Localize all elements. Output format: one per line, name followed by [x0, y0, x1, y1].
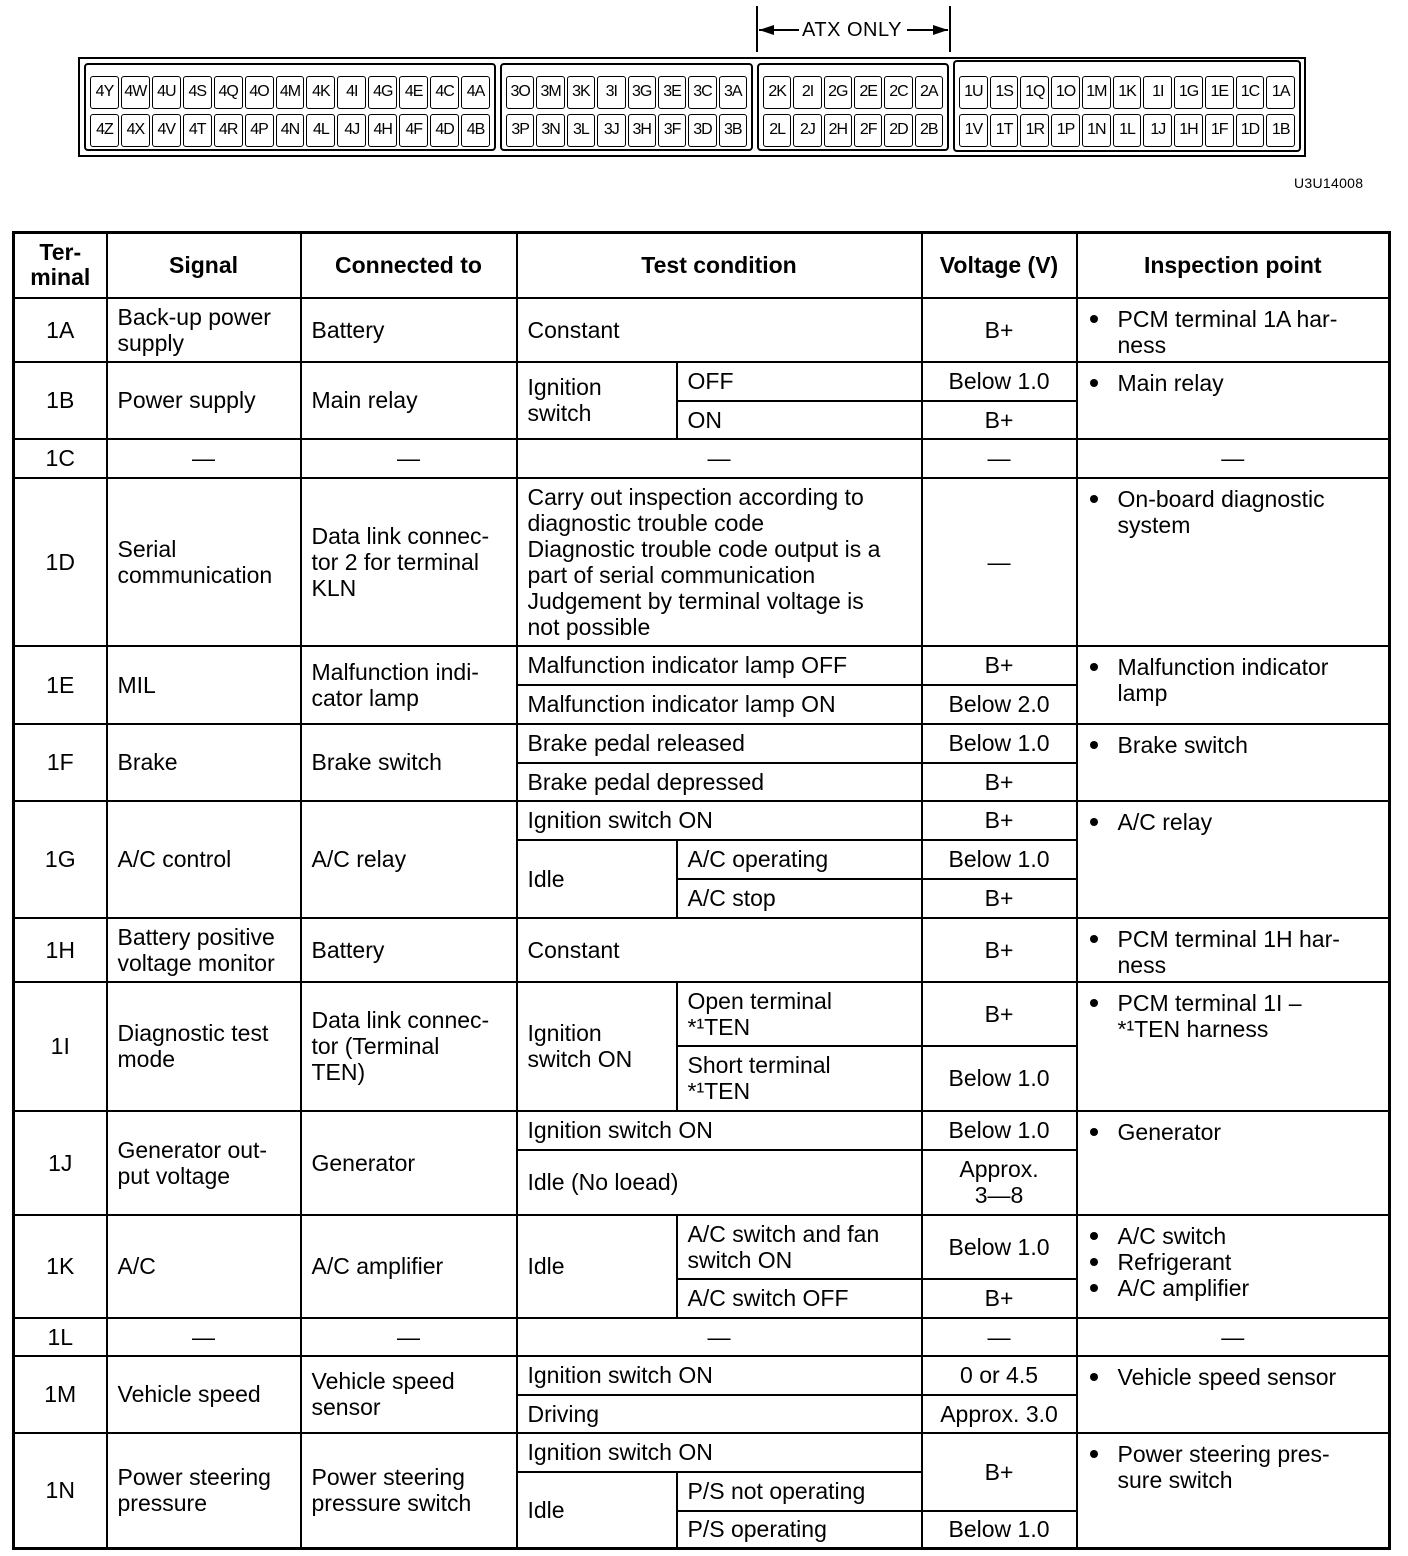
voltage-cell: Below 1.0	[922, 840, 1077, 879]
voltage-cell: Approx. 3.0	[922, 1395, 1077, 1433]
connector-pin: 1J	[1143, 114, 1172, 147]
signal-cell: Vehicle speed	[107, 1356, 301, 1433]
table-row	[14, 298, 1390, 362]
signal-cell: —	[107, 1318, 301, 1356]
table-row	[14, 1356, 1390, 1395]
connector-pin: 4R	[214, 114, 243, 147]
connector-pin: 2L	[763, 114, 791, 147]
table-row	[14, 724, 1390, 763]
voltage-cell: B+	[922, 401, 1077, 439]
voltage-cell: B+	[922, 879, 1077, 918]
connector-pin: 3O	[506, 76, 534, 109]
signal-cell: Back-up power supply	[107, 298, 301, 362]
inspection-cell	[1077, 1111, 1390, 1215]
connector-pin: 1B	[1266, 114, 1295, 147]
signal-cell: Battery positive voltage monitor	[107, 918, 301, 982]
connector-pin: 4X	[121, 114, 150, 147]
inspection-cell	[1077, 724, 1390, 801]
terminal-cell: 1L	[14, 1318, 107, 1356]
atx-only-bracket	[0, 0, 1408, 56]
inspection-cell	[1077, 918, 1390, 982]
pin-row-bottom	[505, 114, 748, 147]
test-condition-cell: Brake pedal released	[517, 724, 922, 763]
table-row	[14, 646, 1390, 685]
voltage-cell: Below 1.0	[922, 362, 1077, 401]
pin-row-bottom	[89, 114, 491, 147]
connected-to-cell: Malfunction indi- cator lamp	[301, 646, 517, 724]
signal-cell: Generator out- put voltage	[107, 1111, 301, 1215]
test-condition-cell: Ignition switch ON	[517, 801, 922, 840]
connector-pin: 4G	[368, 76, 397, 109]
test-state-cell: OFF	[677, 362, 922, 401]
inspection-item: Main relay	[1078, 370, 1383, 396]
inspection-cell	[1077, 478, 1390, 646]
terminal-voltage-table	[12, 231, 1391, 1550]
voltage-cell: —	[922, 478, 1077, 646]
arrow-right-icon	[933, 25, 948, 35]
test-state-cell: ON	[677, 401, 922, 439]
connector-pin: 4E	[399, 76, 428, 109]
pin-row-top	[505, 76, 748, 109]
connector-pin: 1M	[1082, 76, 1111, 109]
connector-pin: 3D	[688, 114, 716, 147]
terminal-cell: 1H	[14, 918, 107, 982]
terminal-cell: 1D	[14, 478, 107, 646]
signal-cell: A/C control	[107, 801, 301, 918]
voltage-cell: B+	[922, 1433, 1077, 1511]
connector-pin: 1D	[1236, 114, 1265, 147]
signal-cell: —	[107, 439, 301, 478]
terminal-cell: 1K	[14, 1215, 107, 1318]
table-row	[14, 1433, 1390, 1472]
connector-pin: 1E	[1205, 76, 1234, 109]
connector-pin: 1R	[1020, 114, 1049, 147]
connector-pin: 3G	[628, 76, 656, 109]
terminal-cell: 1J	[14, 1111, 107, 1215]
connector-pin: 4Q	[214, 76, 243, 109]
connector-pin: 3N	[536, 114, 564, 147]
connector-pin: 4Z	[90, 114, 119, 147]
test-state-cell: Open terminal *¹TEN	[677, 982, 922, 1046]
connected-to-cell: Data link connec- tor (Terminal TEN)	[301, 982, 517, 1111]
connector-pin: 4B	[461, 114, 490, 147]
pin-row-top	[762, 76, 944, 109]
test-condition-cell: Ignition switch ON	[517, 1111, 922, 1150]
header-inspection-point: Inspection point	[1077, 233, 1390, 298]
connector-pin: 4H	[368, 114, 397, 147]
test-state-cell: A/C stop	[677, 879, 922, 918]
pin-row-bottom	[762, 114, 944, 147]
signal-cell: Power supply	[107, 362, 301, 439]
test-state-cell: A/C switch OFF	[677, 1279, 922, 1318]
connector-pin: 4A	[461, 76, 490, 109]
connector-pin: 1V	[959, 114, 988, 147]
connector-pin: 3J	[597, 114, 625, 147]
inspection-item: Brake switch	[1078, 732, 1383, 758]
pin-row-bottom	[958, 114, 1296, 147]
connector-pin: 3H	[628, 114, 656, 147]
connector-pin: 2G	[824, 76, 852, 109]
voltage-cell: Below 1.0	[922, 724, 1077, 763]
connector-pin: 2D	[884, 114, 912, 147]
voltage-cell: B+	[922, 982, 1077, 1046]
connector-pin: 2F	[854, 114, 882, 147]
connector-pin: 1I	[1143, 76, 1172, 109]
test-condition-cell: Constant	[517, 918, 922, 982]
test-condition-group-cell: Idle	[517, 1215, 677, 1318]
inspection-item: PCM terminal 1I – *¹TEN harness	[1078, 990, 1383, 1042]
voltage-cell: B+	[922, 1279, 1077, 1318]
atx-only-label: ATX ONLY	[802, 19, 902, 41]
table-header-row	[14, 233, 1390, 298]
test-condition-cell: Malfunction indicator lamp OFF	[517, 646, 922, 685]
inspection-item: PCM terminal 1H har- ness	[1078, 926, 1383, 978]
table-row	[14, 1111, 1390, 1150]
connector-pin: 4I	[337, 76, 366, 109]
terminal-cell: 1F	[14, 724, 107, 801]
header-terminal: Ter- minal	[14, 233, 107, 298]
test-condition-cell: Ignition switch ON	[517, 1356, 922, 1395]
connector-pin: 1C	[1236, 76, 1265, 109]
test-state-cell: P/S operating	[677, 1511, 922, 1549]
test-condition-cell: Idle (No loead)	[517, 1150, 922, 1215]
connected-to-cell: Battery	[301, 918, 517, 982]
terminal-cell: 1B	[14, 362, 107, 439]
terminal-cell: 1C	[14, 439, 107, 478]
table-row	[14, 439, 1390, 478]
test-state-cell: P/S not operating	[677, 1472, 922, 1511]
connector-pin: 1A	[1266, 76, 1295, 109]
test-condition-group-cell: Ignition switch ON	[517, 982, 677, 1111]
connected-to-cell: —	[301, 439, 517, 478]
terminal-cell: 1N	[14, 1433, 107, 1549]
terminal-cell: 1I	[14, 982, 107, 1111]
voltage-cell: B+	[922, 646, 1077, 685]
inspection-cell	[1077, 801, 1390, 918]
connector-pin: 3K	[567, 76, 595, 109]
signal-cell: Serial communication	[107, 478, 301, 646]
inspection-item: On-board diagnostic system	[1078, 486, 1383, 538]
terminal-cell: 1M	[14, 1356, 107, 1433]
connected-to-cell: Main relay	[301, 362, 517, 439]
connector-pin: 4O	[245, 76, 274, 109]
connector-pin: 3I	[597, 76, 625, 109]
connector-pin: 2K	[763, 76, 791, 109]
connector-pin: 1S	[990, 76, 1019, 109]
connected-to-cell: A/C amplifier	[301, 1215, 517, 1318]
table-row	[14, 1318, 1390, 1356]
header-voltage: Voltage (V)	[922, 233, 1077, 298]
connector-pin: 3E	[658, 76, 686, 109]
test-condition-cell: —	[517, 1318, 922, 1356]
test-condition-cell: Malfunction indicator lamp ON	[517, 685, 922, 724]
connected-to-cell: —	[301, 1318, 517, 1356]
connected-to-cell: Vehicle speed sensor	[301, 1356, 517, 1433]
table-row	[14, 982, 1390, 1046]
connector-pin: 4K	[306, 76, 335, 109]
test-condition-group-cell: Idle	[517, 840, 677, 918]
connector-group-4	[84, 63, 496, 151]
connected-to-cell: Data link connec- tor 2 for terminal KLN	[301, 478, 517, 646]
test-condition-cell: Brake pedal depressed	[517, 763, 922, 801]
connector-pin: 2H	[824, 114, 852, 147]
test-condition-cell: Constant	[517, 298, 922, 362]
voltage-cell: Approx. 3—8	[922, 1150, 1077, 1215]
connector-pin: 4D	[430, 114, 459, 147]
test-state-cell: A/C switch and fan switch ON	[677, 1215, 922, 1279]
table-row	[14, 918, 1390, 982]
connector-pin: 1T	[990, 114, 1019, 147]
connected-to-cell: Generator	[301, 1111, 517, 1215]
voltage-cell: Below 2.0	[922, 685, 1077, 724]
pin-row-top	[958, 76, 1296, 109]
inspection-cell	[1077, 982, 1390, 1111]
test-condition-cell: —	[517, 439, 922, 478]
connector-pin: 4W	[121, 76, 150, 109]
header-signal: Signal	[107, 233, 301, 298]
connector-pin: 2E	[854, 76, 882, 109]
test-condition-group-cell: Ignition switch	[517, 362, 677, 439]
header-test-condition: Test condition	[517, 233, 922, 298]
test-condition-cell: Carry out inspection according to diagnostic trouble code Diagnostic trouble code output is a part of serial communication Judgement by terminal voltage is not possible	[517, 478, 922, 646]
connector-pin: 4C	[430, 76, 459, 109]
signal-cell: Brake	[107, 724, 301, 801]
inspection-cell: —	[1077, 439, 1390, 478]
connector-pin: 1N	[1082, 114, 1111, 147]
connector-pin: 3F	[658, 114, 686, 147]
voltage-cell: B+	[922, 298, 1077, 362]
voltage-cell: B+	[922, 763, 1077, 801]
connector-pin: 2B	[915, 114, 943, 147]
signal-cell: Power steering pressure	[107, 1433, 301, 1549]
terminal-cell: 1A	[14, 298, 107, 362]
signal-cell: Diagnostic test mode	[107, 982, 301, 1111]
inspection-item: A/C amplifier	[1078, 1275, 1383, 1301]
terminal-cell: 1G	[14, 801, 107, 918]
connected-to-cell: Brake switch	[301, 724, 517, 801]
inspection-item: A/C relay	[1078, 809, 1383, 835]
connector-group-2	[757, 63, 949, 151]
connector-pin: 1P	[1051, 114, 1080, 147]
voltage-cell: B+	[922, 801, 1077, 840]
voltage-cell: —	[922, 439, 1077, 478]
pin-row-top	[89, 76, 491, 109]
connected-to-cell: Battery	[301, 298, 517, 362]
voltage-cell: 0 or 4.5	[922, 1356, 1077, 1395]
connector-pin: 4P	[245, 114, 274, 147]
terminal-cell: 1E	[14, 646, 107, 724]
table-row	[14, 478, 1390, 646]
connected-to-cell: A/C relay	[301, 801, 517, 918]
connector-pin: 2I	[793, 76, 821, 109]
connector-pin: 3M	[536, 76, 564, 109]
test-condition-cell: Ignition switch ON	[517, 1433, 922, 1472]
inspection-item: Refrigerant	[1078, 1249, 1383, 1275]
connector-group-3	[500, 63, 753, 151]
inspection-item: Vehicle speed sensor	[1078, 1364, 1383, 1390]
inspection-item: Malfunction indicator lamp	[1078, 654, 1383, 706]
signal-cell: A/C	[107, 1215, 301, 1318]
connector-pin: 4N	[276, 114, 305, 147]
table-row	[14, 1215, 1390, 1279]
connector-pin: 1Q	[1020, 76, 1049, 109]
inspection-cell	[1077, 362, 1390, 439]
connector-pin: 4V	[152, 114, 181, 147]
inspection-item: A/C switch	[1078, 1223, 1383, 1249]
connector-pin: 1F	[1205, 114, 1234, 147]
connector-pin: 1U	[959, 76, 988, 109]
connector-pin: 4M	[276, 76, 305, 109]
inspection-cell	[1077, 646, 1390, 724]
inspection-item: PCM terminal 1A har- ness	[1078, 306, 1383, 358]
connected-to-cell: Power steering pressure switch	[301, 1433, 517, 1549]
connector-pin: 2J	[793, 114, 821, 147]
connector-pin: 1O	[1051, 76, 1080, 109]
connector-pin: 4Y	[90, 76, 119, 109]
connector-pin: 1G	[1174, 76, 1203, 109]
connector-pin: 4L	[306, 114, 335, 147]
connector-group-1	[953, 60, 1301, 152]
connector-pin: 4F	[399, 114, 428, 147]
connector-pin: 3B	[719, 114, 747, 147]
connector-pin: 3L	[567, 114, 595, 147]
connector-pin: 4S	[183, 76, 212, 109]
voltage-cell: Below 1.0	[922, 1215, 1077, 1279]
voltage-cell: Below 1.0	[922, 1046, 1077, 1111]
inspection-cell	[1077, 298, 1390, 362]
voltage-cell: Below 1.0	[922, 1111, 1077, 1150]
connector-pin: 3A	[719, 76, 747, 109]
voltage-cell: —	[922, 1318, 1077, 1356]
inspection-cell	[1077, 1215, 1390, 1318]
connector-pin: 2C	[884, 76, 912, 109]
test-state-cell: Short terminal *¹TEN	[677, 1046, 922, 1111]
connector-pin: 1L	[1113, 114, 1142, 147]
voltage-cell: B+	[922, 918, 1077, 982]
arrow-left-icon	[759, 25, 774, 35]
inspection-cell	[1077, 1433, 1390, 1549]
table-row	[14, 362, 1390, 401]
connector-pin: 4T	[183, 114, 212, 147]
voltage-cell: Below 1.0	[922, 1511, 1077, 1549]
test-condition-cell: Driving	[517, 1395, 922, 1433]
inspection-item: Generator	[1078, 1119, 1383, 1145]
test-condition-group-cell: Idle	[517, 1472, 677, 1549]
header-connected-to: Connected to	[301, 233, 517, 298]
figure-id: U3U14008	[1294, 175, 1364, 191]
connector-pin: 2A	[915, 76, 943, 109]
connector-pin: 4J	[337, 114, 366, 147]
test-state-cell: A/C operating	[677, 840, 922, 879]
inspection-item: Power steering pres- sure switch	[1078, 1441, 1383, 1493]
connector-pin: 3C	[688, 76, 716, 109]
connector-pin: 1K	[1113, 76, 1142, 109]
table-row	[14, 801, 1390, 840]
inspection-cell: —	[1077, 1318, 1390, 1356]
connector-pin: 4U	[152, 76, 181, 109]
inspection-cell	[1077, 1356, 1390, 1433]
connector-pin: 1H	[1174, 114, 1203, 147]
connector-pin: 3P	[506, 114, 534, 147]
signal-cell: MIL	[107, 646, 301, 724]
